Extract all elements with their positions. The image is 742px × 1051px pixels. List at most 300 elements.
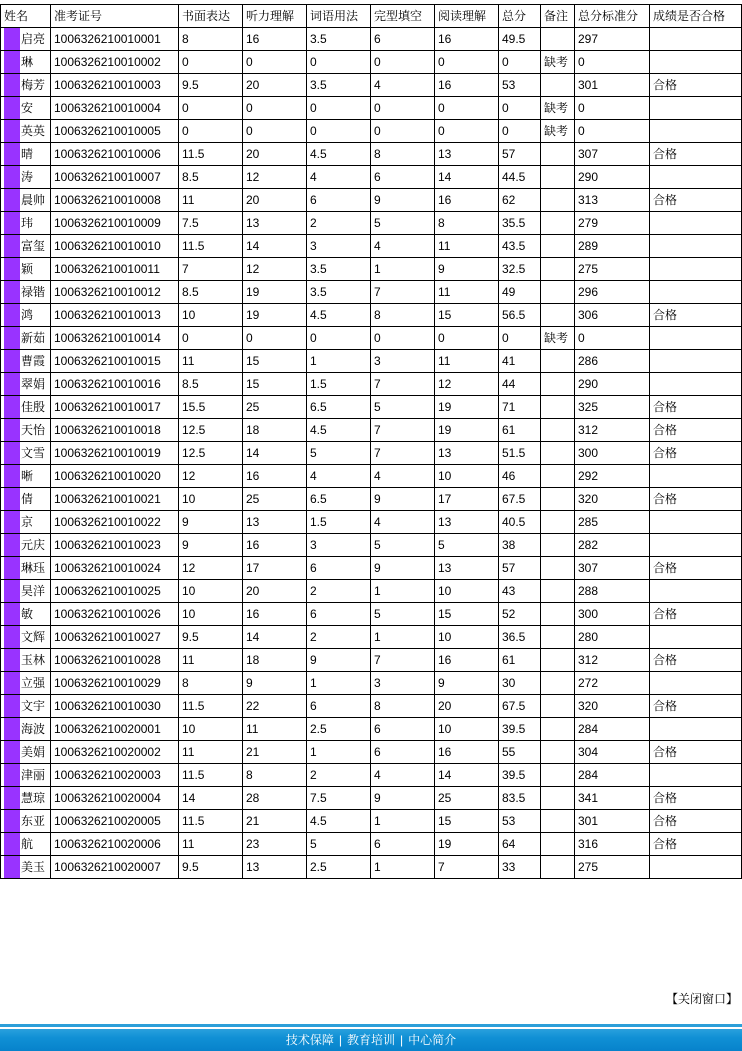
cell-reading: 7 (435, 856, 499, 879)
cell-cloze: 5 (371, 396, 435, 419)
cell-pass-status (650, 350, 742, 373)
cell-cloze: 6 (371, 166, 435, 189)
table-row (1, 626, 742, 649)
cell-writing: 0 (179, 327, 243, 350)
cell-standard-score: 0 (575, 327, 650, 350)
student-name-text: 佳殷 (21, 400, 46, 414)
cell-exam-id: 1006326210020004 (51, 787, 179, 810)
cell-exam-id: 1006326210010015 (51, 350, 179, 373)
cell-vocabulary: 2.5 (307, 718, 371, 741)
cell-listening: 0 (243, 120, 307, 143)
table-row (1, 350, 742, 373)
cell-name (1, 166, 51, 189)
close-window-link[interactable]: 【关闭窗口】 (665, 992, 738, 1006)
cell-standard-score: 0 (575, 120, 650, 143)
cell-standard-score: 296 (575, 281, 650, 304)
cell-writing: 8.5 (179, 281, 243, 304)
student-name-text: 玉林 (21, 653, 46, 667)
cell-writing: 9 (179, 534, 243, 557)
cell-standard-score: 288 (575, 580, 650, 603)
table-row (1, 511, 742, 534)
student-name-text: 美娟 (21, 745, 46, 759)
cell-remark (541, 856, 575, 879)
footer-link-2[interactable]: 教育培训 (346, 1033, 395, 1047)
cell-exam-id: 1006326210010014 (51, 327, 179, 350)
cell-reading: 13 (435, 442, 499, 465)
cell-pass-status: 合格 (650, 396, 742, 419)
cell-cloze: 8 (371, 695, 435, 718)
cell-reading: 19 (435, 419, 499, 442)
cell-total: 36.5 (499, 626, 541, 649)
cell-total: 38 (499, 534, 541, 557)
cell-total: 39.5 (499, 718, 541, 741)
cell-remark (541, 810, 575, 833)
cell-name (1, 718, 51, 741)
cell-exam-id: 1006326210010027 (51, 626, 179, 649)
cell-writing: 11.5 (179, 764, 243, 787)
cell-total: 43 (499, 580, 541, 603)
cell-name (1, 396, 51, 419)
cell-name (1, 511, 51, 534)
table-row (1, 557, 742, 580)
table-row (1, 373, 742, 396)
close-window-row (4, 991, 738, 1007)
table-row (1, 120, 742, 143)
cell-total: 71 (499, 396, 541, 419)
cell-cloze: 1 (371, 856, 435, 879)
cell-listening: 14 (243, 442, 307, 465)
cell-standard-score: 275 (575, 856, 650, 879)
cell-name (1, 304, 51, 327)
cell-remark (541, 534, 575, 557)
cell-listening: 0 (243, 327, 307, 350)
cell-listening: 0 (243, 51, 307, 74)
cell-pass-status: 合格 (650, 419, 742, 442)
student-name-text: 琳 (21, 55, 34, 69)
cell-exam-id: 1006326210010009 (51, 212, 179, 235)
cell-reading: 10 (435, 718, 499, 741)
student-name-text: 美玉 (21, 860, 46, 874)
cell-listening: 25 (243, 488, 307, 511)
cell-reading: 13 (435, 511, 499, 534)
cell-exam-id: 1006326210010022 (51, 511, 179, 534)
cell-listening: 8 (243, 764, 307, 787)
cell-exam-id: 1006326210010029 (51, 672, 179, 695)
cell-vocabulary: 6.5 (307, 396, 371, 419)
student-name-text: 启亮 (21, 32, 46, 46)
column-header-name: 姓名 (1, 5, 51, 28)
table-row (1, 166, 742, 189)
cell-cloze: 1 (371, 626, 435, 649)
cell-vocabulary: 0 (307, 327, 371, 350)
cell-cloze: 6 (371, 833, 435, 856)
table-row (1, 74, 742, 97)
cell-reading: 11 (435, 350, 499, 373)
cell-cloze: 6 (371, 28, 435, 51)
cell-exam-id: 1006326210010002 (51, 51, 179, 74)
cell-remark (541, 626, 575, 649)
cell-standard-score: 279 (575, 212, 650, 235)
cell-standard-score: 285 (575, 511, 650, 534)
cell-listening: 22 (243, 695, 307, 718)
table-row (1, 28, 742, 51)
cell-exam-id: 1006326210010010 (51, 235, 179, 258)
student-name-text: 涛 (21, 170, 34, 184)
student-name-text: 曹霞 (21, 354, 46, 368)
table-row (1, 741, 742, 764)
cell-standard-score: 300 (575, 603, 650, 626)
table-row (1, 787, 742, 810)
cell-remark (541, 419, 575, 442)
cell-writing: 0 (179, 97, 243, 120)
cell-writing: 11 (179, 833, 243, 856)
cell-vocabulary: 1.5 (307, 511, 371, 534)
cell-name (1, 488, 51, 511)
table-row (1, 534, 742, 557)
cell-writing: 10 (179, 718, 243, 741)
cell-pass-status: 合格 (650, 304, 742, 327)
cell-pass-status: 合格 (650, 557, 742, 580)
cell-cloze: 7 (371, 373, 435, 396)
cell-writing: 7.5 (179, 212, 243, 235)
student-name-text: 琳珏 (21, 561, 46, 575)
cell-writing: 9.5 (179, 856, 243, 879)
cell-standard-score: 307 (575, 557, 650, 580)
cell-exam-id: 1006326210010013 (51, 304, 179, 327)
cell-vocabulary: 9 (307, 649, 371, 672)
cell-remark: 缺考 (541, 120, 575, 143)
cell-pass-status (650, 580, 742, 603)
page-footer (0, 1024, 742, 1051)
cell-remark (541, 304, 575, 327)
cell-reading: 16 (435, 741, 499, 764)
cell-vocabulary: 2 (307, 212, 371, 235)
cell-vocabulary: 6 (307, 603, 371, 626)
column-header-reading: 阅读理解 (435, 5, 499, 28)
cell-standard-score: 284 (575, 764, 650, 787)
cell-total: 0 (499, 120, 541, 143)
cell-exam-id: 1006326210020001 (51, 718, 179, 741)
cell-writing: 10 (179, 580, 243, 603)
cell-cloze: 8 (371, 304, 435, 327)
cell-pass-status (650, 28, 742, 51)
cell-vocabulary: 5 (307, 442, 371, 465)
cell-cloze: 6 (371, 718, 435, 741)
cell-cloze: 9 (371, 557, 435, 580)
student-name-text: 东亚 (21, 814, 46, 828)
student-name-text: 翠娟 (21, 377, 46, 391)
cell-name (1, 97, 51, 120)
cell-reading: 19 (435, 396, 499, 419)
score-table-header (1, 5, 742, 28)
student-name-text: 慧琼 (21, 791, 46, 805)
cell-standard-score: 286 (575, 350, 650, 373)
cell-reading: 0 (435, 327, 499, 350)
cell-pass-status (650, 672, 742, 695)
cell-listening: 18 (243, 649, 307, 672)
cell-exam-id: 1006326210010020 (51, 465, 179, 488)
cell-name (1, 212, 51, 235)
cell-vocabulary: 7.5 (307, 787, 371, 810)
cell-remark (541, 603, 575, 626)
cell-standard-score: 0 (575, 97, 650, 120)
cell-name (1, 235, 51, 258)
cell-name (1, 580, 51, 603)
footer-separator: | (400, 1033, 404, 1047)
cell-writing: 11 (179, 649, 243, 672)
student-name-text: 立强 (21, 676, 46, 690)
table-row (1, 465, 742, 488)
cell-pass-status (650, 626, 742, 649)
table-row (1, 327, 742, 350)
cell-listening: 15 (243, 350, 307, 373)
cell-total: 44 (499, 373, 541, 396)
cell-pass-status (650, 97, 742, 120)
cell-name (1, 534, 51, 557)
cell-reading: 25 (435, 787, 499, 810)
cell-reading: 0 (435, 97, 499, 120)
cell-writing: 12 (179, 465, 243, 488)
cell-cloze: 9 (371, 189, 435, 212)
cell-remark (541, 281, 575, 304)
cell-name (1, 787, 51, 810)
cell-name (1, 764, 51, 787)
cell-remark (541, 396, 575, 419)
footer-link-3[interactable]: 中心简介 (408, 1033, 457, 1047)
cell-exam-id: 1006326210010028 (51, 649, 179, 672)
cell-reading: 10 (435, 580, 499, 603)
cell-total: 40.5 (499, 511, 541, 534)
cell-standard-score: 320 (575, 488, 650, 511)
table-row (1, 649, 742, 672)
cell-pass-status: 合格 (650, 787, 742, 810)
cell-exam-id: 1006326210010018 (51, 419, 179, 442)
cell-standard-score: 290 (575, 166, 650, 189)
cell-exam-id: 1006326210020006 (51, 833, 179, 856)
cell-total: 53 (499, 74, 541, 97)
cell-standard-score: 290 (575, 373, 650, 396)
cell-remark (541, 741, 575, 764)
cell-total: 67.5 (499, 488, 541, 511)
table-row (1, 419, 742, 442)
cell-vocabulary: 3.5 (307, 74, 371, 97)
cell-pass-status (650, 327, 742, 350)
cell-name (1, 741, 51, 764)
cell-exam-id: 1006326210020005 (51, 810, 179, 833)
cell-reading: 15 (435, 810, 499, 833)
cell-vocabulary: 2 (307, 626, 371, 649)
student-name-text: 颖 (21, 262, 34, 276)
cell-total: 33 (499, 856, 541, 879)
cell-cloze: 5 (371, 212, 435, 235)
cell-remark (541, 718, 575, 741)
cell-pass-status (650, 856, 742, 879)
student-name-text: 天怡 (21, 423, 46, 437)
cell-vocabulary: 4 (307, 166, 371, 189)
cell-writing: 8.5 (179, 373, 243, 396)
table-row (1, 304, 742, 327)
cell-reading: 10 (435, 465, 499, 488)
cell-standard-score: 341 (575, 787, 650, 810)
table-row (1, 51, 742, 74)
cell-total: 53 (499, 810, 541, 833)
student-name-text: 文辉 (21, 630, 46, 644)
table-row (1, 718, 742, 741)
cell-pass-status (650, 534, 742, 557)
cell-listening: 20 (243, 580, 307, 603)
cell-remark (541, 28, 575, 51)
cell-exam-id: 1006326210010008 (51, 189, 179, 212)
cell-standard-score: 282 (575, 534, 650, 557)
cell-exam-id: 1006326210010025 (51, 580, 179, 603)
cell-total: 0 (499, 51, 541, 74)
cell-standard-score: 316 (575, 833, 650, 856)
table-row (1, 235, 742, 258)
cell-cloze: 9 (371, 787, 435, 810)
cell-exam-id: 1006326210010004 (51, 97, 179, 120)
cell-remark (541, 764, 575, 787)
cell-total: 0 (499, 97, 541, 120)
cell-total: 83.5 (499, 787, 541, 810)
cell-reading: 16 (435, 28, 499, 51)
cell-name (1, 327, 51, 350)
footer-link-bar (0, 1029, 742, 1051)
cell-reading: 12 (435, 373, 499, 396)
cell-vocabulary: 0 (307, 51, 371, 74)
cell-vocabulary: 2 (307, 580, 371, 603)
student-name-text: 津丽 (21, 768, 46, 782)
cell-remark (541, 695, 575, 718)
cell-name (1, 833, 51, 856)
cell-vocabulary: 1 (307, 350, 371, 373)
cell-pass-status: 合格 (650, 695, 742, 718)
cell-name (1, 672, 51, 695)
cell-remark (541, 649, 575, 672)
cell-vocabulary: 3 (307, 534, 371, 557)
cell-total: 46 (499, 465, 541, 488)
cell-name (1, 419, 51, 442)
cell-cloze: 4 (371, 74, 435, 97)
header-row (1, 5, 742, 28)
cell-total: 61 (499, 419, 541, 442)
cell-standard-score: 297 (575, 28, 650, 51)
cell-reading: 14 (435, 764, 499, 787)
cell-exam-id: 1006326210020003 (51, 764, 179, 787)
table-row (1, 672, 742, 695)
cell-pass-status: 合格 (650, 442, 742, 465)
cell-cloze: 7 (371, 419, 435, 442)
cell-reading: 17 (435, 488, 499, 511)
cell-listening: 0 (243, 97, 307, 120)
cell-total: 49.5 (499, 28, 541, 51)
cell-cloze: 1 (371, 258, 435, 281)
table-row (1, 764, 742, 787)
cell-remark (541, 189, 575, 212)
cell-cloze: 4 (371, 235, 435, 258)
cell-pass-status (650, 511, 742, 534)
cell-listening: 13 (243, 511, 307, 534)
cell-writing: 11.5 (179, 235, 243, 258)
cell-reading: 19 (435, 833, 499, 856)
cell-writing: 9.5 (179, 74, 243, 97)
table-row (1, 833, 742, 856)
cell-pass-status: 合格 (650, 649, 742, 672)
cell-writing: 8 (179, 672, 243, 695)
cell-reading: 9 (435, 672, 499, 695)
cell-remark (541, 143, 575, 166)
cell-pass-status (650, 281, 742, 304)
cell-writing: 9 (179, 511, 243, 534)
cell-exam-id: 1006326210020002 (51, 741, 179, 764)
cell-reading: 11 (435, 235, 499, 258)
cell-writing: 8 (179, 28, 243, 51)
table-row (1, 143, 742, 166)
cell-name (1, 810, 51, 833)
cell-reading: 15 (435, 304, 499, 327)
cell-listening: 9 (243, 672, 307, 695)
cell-cloze: 7 (371, 649, 435, 672)
cell-exam-id: 1006326210010021 (51, 488, 179, 511)
cell-listening: 25 (243, 396, 307, 419)
cell-writing: 11.5 (179, 143, 243, 166)
cell-pass-status: 合格 (650, 143, 742, 166)
cell-reading: 16 (435, 74, 499, 97)
cell-total: 51.5 (499, 442, 541, 465)
cell-reading: 13 (435, 143, 499, 166)
cell-name (1, 557, 51, 580)
cell-pass-status: 合格 (650, 488, 742, 511)
score-table-body (1, 28, 742, 879)
cell-pass-status (650, 718, 742, 741)
cell-listening: 13 (243, 856, 307, 879)
student-name-text: 敏 (21, 607, 34, 621)
cell-name (1, 442, 51, 465)
cell-listening: 12 (243, 166, 307, 189)
cell-remark (541, 258, 575, 281)
cell-reading: 11 (435, 281, 499, 304)
student-name-text: 晰 (21, 469, 34, 483)
cell-exam-id: 1006326210010007 (51, 166, 179, 189)
cell-listening: 16 (243, 28, 307, 51)
student-name-text: 文雪 (21, 446, 46, 460)
cell-name (1, 465, 51, 488)
cell-reading: 14 (435, 166, 499, 189)
column-header-total: 总分 (499, 5, 541, 28)
cell-writing: 10 (179, 304, 243, 327)
footer-link-1[interactable]: 技术保障 (285, 1033, 334, 1047)
cell-cloze: 7 (371, 442, 435, 465)
cell-listening: 21 (243, 810, 307, 833)
cell-cloze: 0 (371, 97, 435, 120)
cell-cloze: 3 (371, 672, 435, 695)
cell-cloze: 7 (371, 281, 435, 304)
cell-exam-id: 1006326210010011 (51, 258, 179, 281)
cell-reading: 10 (435, 626, 499, 649)
cell-reading: 8 (435, 212, 499, 235)
cell-remark (541, 787, 575, 810)
cell-vocabulary: 0 (307, 97, 371, 120)
cell-remark (541, 350, 575, 373)
cell-writing: 8.5 (179, 166, 243, 189)
cell-remark: 缺考 (541, 51, 575, 74)
cell-remark (541, 672, 575, 695)
cell-remark (541, 373, 575, 396)
cell-standard-score: 306 (575, 304, 650, 327)
cell-total: 56.5 (499, 304, 541, 327)
cell-vocabulary: 4.5 (307, 143, 371, 166)
cell-name (1, 74, 51, 97)
cell-vocabulary: 6 (307, 695, 371, 718)
